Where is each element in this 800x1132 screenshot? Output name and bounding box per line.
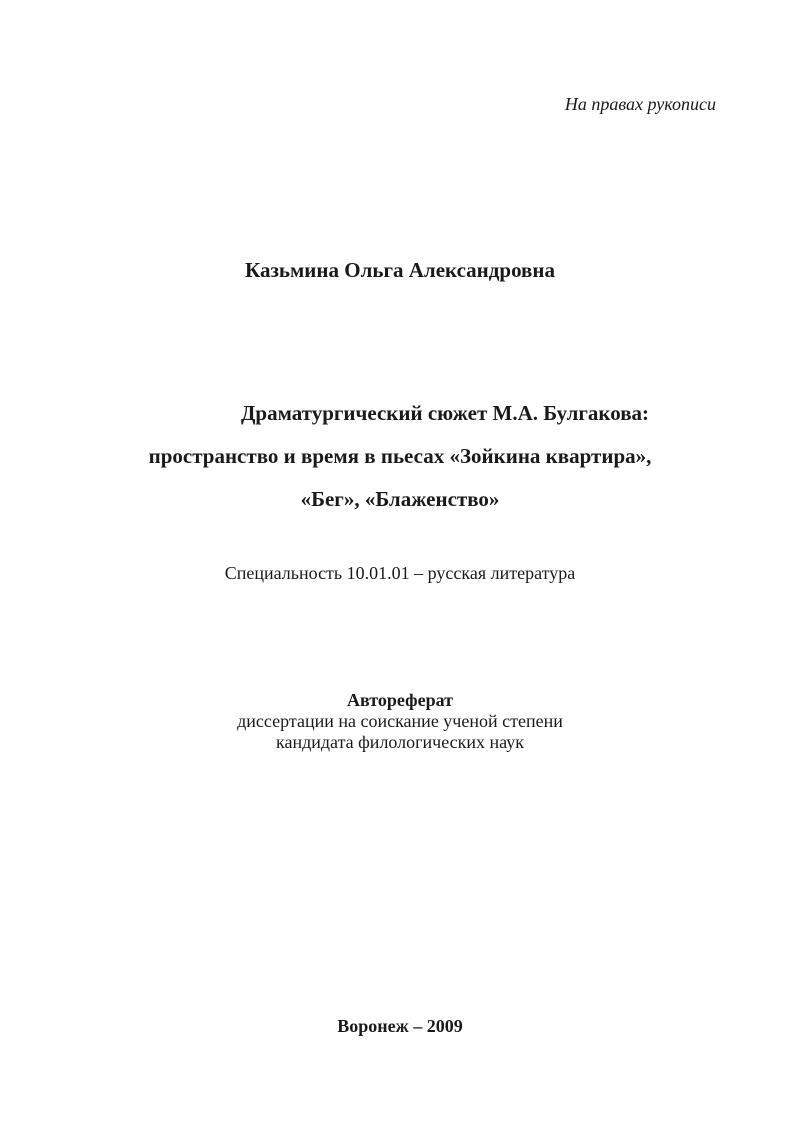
title-line: «Бег», «Блаженство»: [300, 487, 500, 511]
abstract-line: кандидата филологических наук: [276, 732, 524, 752]
abstract-heading: Автореферат: [347, 690, 453, 710]
abstract-block: [0, 690, 800, 753]
specialty-line: Специальность 10.01.01 – русская литература: [224, 563, 576, 583]
dissertation-title: [0, 392, 800, 521]
city-year: Воронеж – 2009: [337, 1016, 463, 1036]
rights-note: На правах рукописи: [564, 94, 716, 114]
title-line: пространство и время в пьесах «Зойкина квартира»,: [148, 444, 652, 468]
author-name: Казьмина Ольга Александровна: [245, 258, 555, 282]
title-line: Драматургический сюжет М.А. Булгакова:: [240, 401, 650, 425]
abstract-line: диссертации на соискание ученой степени: [237, 711, 563, 731]
